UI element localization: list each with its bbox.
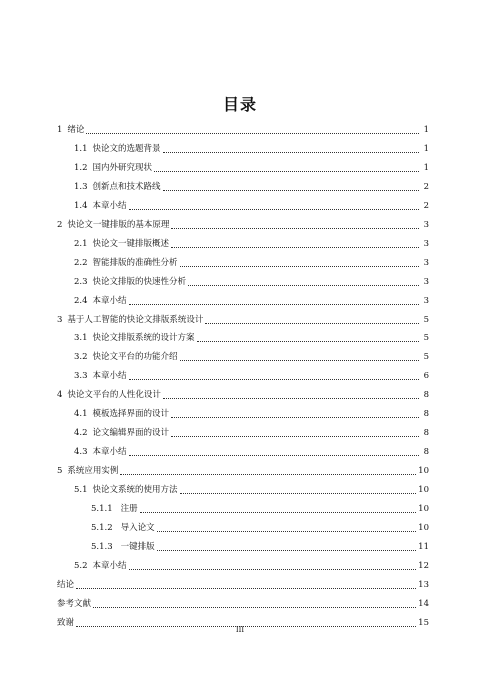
- toc-entry-label: 论文编辑界面的设计: [92, 428, 170, 439]
- toc-entry[interactable]: [57, 236, 429, 250]
- page-title: 目录: [222, 95, 257, 114]
- dot-leader: [129, 303, 419, 305]
- dot-leader: [163, 151, 419, 153]
- toc-entry-label: 本章小结: [92, 295, 127, 306]
- toc-entry-number: 3.3: [74, 371, 88, 382]
- toc-entry-page: 3: [423, 295, 429, 306]
- toc-entry[interactable]: [57, 463, 429, 477]
- toc-entry[interactable]: [57, 255, 429, 269]
- toc-entry-number: 5.2: [74, 560, 88, 571]
- toc-entry-number: 3.2: [74, 352, 88, 363]
- toc-entry[interactable]: [57, 539, 429, 553]
- toc-entry[interactable]: [57, 501, 429, 515]
- dot-leader: [157, 549, 417, 551]
- toc-entry-page: 2: [423, 200, 429, 211]
- toc-entry-number: 2.4: [74, 295, 88, 306]
- toc-entry[interactable]: [57, 406, 429, 420]
- toc-entry-page: 10: [418, 485, 429, 496]
- toc-entry-page: 14: [418, 598, 429, 609]
- toc-entry[interactable]: [57, 596, 429, 610]
- dot-leader: [129, 454, 419, 456]
- toc-entry-page: 3: [423, 219, 429, 230]
- dot-leader: [171, 416, 419, 418]
- toc-entry-label: 快论文平台的人性化设计: [67, 390, 161, 401]
- toc-entry-page: 8: [423, 447, 429, 458]
- toc-entry[interactable]: [57, 217, 429, 231]
- toc-entry-number: 1: [57, 125, 63, 135]
- toc-entry[interactable]: [57, 349, 429, 363]
- dot-leader: [140, 511, 417, 513]
- toc-entry-number: 2: [57, 219, 63, 230]
- toc-entry-page: 10: [418, 522, 429, 533]
- dot-leader: [205, 322, 419, 324]
- dot-leader: [129, 208, 419, 210]
- toc-entry-label: 创新点和技术路线: [92, 181, 161, 192]
- toc-entry-page: 2: [423, 181, 429, 192]
- toc-entry-page: 3: [423, 238, 429, 249]
- toc-entry-number: 1.1: [74, 143, 88, 154]
- dot-leader: [180, 359, 419, 361]
- toc-entry[interactable]: [57, 312, 429, 326]
- toc-entry-number: 4: [57, 390, 63, 401]
- toc-entry[interactable]: [57, 425, 429, 439]
- toc-entry-label: 国内外研究现状: [92, 162, 153, 173]
- toc-entry-label: 本章小结: [92, 447, 127, 458]
- toc-entry-page: 5: [423, 352, 429, 363]
- toc-entry-label: 智能排版的准确性分析: [92, 257, 178, 268]
- toc-entry-page: 10: [418, 504, 429, 514]
- dot-leader: [180, 492, 417, 494]
- toc-entry-label: 快论文平台的功能介绍: [92, 352, 178, 363]
- toc-entry-label: 快论文排版的快速性分析: [92, 276, 187, 287]
- toc-entry-label: 导入论文: [120, 522, 155, 533]
- toc-entry[interactable]: [57, 122, 429, 136]
- dot-leader: [197, 340, 419, 342]
- toc-entry-label: 致谢: [57, 617, 75, 628]
- toc-entry[interactable]: [57, 141, 429, 155]
- toc-entry-number: 5: [57, 466, 63, 477]
- toc-entry[interactable]: [57, 330, 429, 344]
- dot-leader: [129, 568, 417, 570]
- dot-leader: [93, 606, 416, 608]
- dot-leader: [129, 378, 419, 380]
- toc-entry-label: 一键排版: [120, 541, 155, 552]
- toc-entry-page: 1: [423, 143, 429, 154]
- toc-entry-label: 快论文的选题背景: [92, 143, 161, 154]
- dot-leader: [171, 246, 419, 248]
- toc-entry-label: 本章小结: [92, 371, 127, 382]
- toc-entry-page: 1: [423, 125, 429, 135]
- toc-entry-number: 5.1.3: [91, 541, 113, 552]
- toc-entry-number: 1.2: [74, 162, 88, 173]
- toc-entry-page: 3: [423, 276, 429, 287]
- toc-entry-page: 5: [423, 333, 429, 344]
- toc-entry-page: 8: [423, 428, 429, 439]
- toc-entry-page: 8: [423, 409, 429, 420]
- dot-leader: [120, 473, 416, 475]
- dot-leader: [86, 132, 419, 134]
- toc-entry-page: 10: [418, 466, 429, 477]
- toc-entry[interactable]: [57, 198, 429, 212]
- page-number-footer: III: [235, 626, 245, 634]
- toc-entry-label: 注册: [120, 504, 138, 514]
- toc-entry-number: 3.1: [74, 333, 88, 344]
- toc-entry-label: 基于人工智能的快论文排版系统设计: [67, 314, 204, 325]
- toc-entry-label: 快论文系统的使用方法: [92, 485, 178, 496]
- toc-entry-label: 快论文排版系统的设计方案: [92, 333, 195, 344]
- toc-entry-number: 5.1.2: [91, 522, 113, 533]
- toc-entry-page: 15: [418, 617, 429, 628]
- toc-entry[interactable]: [57, 520, 429, 534]
- toc-entry-number: 5.1: [74, 485, 88, 496]
- toc-entry[interactable]: [57, 558, 429, 572]
- toc-entry-label: 系统应用实例: [67, 466, 119, 477]
- toc-entry-page: 13: [418, 579, 429, 590]
- dot-leader: [171, 435, 419, 437]
- toc-entry-label: 模板选择界面的设计: [92, 409, 170, 420]
- toc-entry[interactable]: [57, 577, 429, 591]
- toc-entry-page: 11: [418, 541, 429, 552]
- toc-entry[interactable]: [57, 387, 429, 401]
- toc-entry[interactable]: [57, 444, 429, 458]
- toc-entry-page: 5: [423, 314, 429, 325]
- toc-entry-label: 结论: [57, 579, 75, 590]
- dot-leader: [180, 265, 419, 267]
- toc-entry-number: 2.1: [74, 238, 88, 249]
- toc-entry-page: 8: [423, 390, 429, 401]
- toc-entry-label: 本章小结: [92, 200, 127, 211]
- toc-entry-label: 快论文一键排版概述: [92, 238, 170, 249]
- toc-entry-label: 本章小结: [92, 560, 127, 571]
- toc-entry-number: 1.4: [74, 200, 88, 211]
- toc-entry-label: 参考文献: [57, 598, 92, 609]
- toc-entry-page: 3: [423, 257, 429, 268]
- toc-entry[interactable]: [57, 293, 429, 307]
- toc-entry[interactable]: [57, 274, 429, 288]
- dot-leader: [157, 530, 417, 532]
- dot-leader: [188, 284, 419, 286]
- dot-leader: [163, 397, 419, 399]
- toc-entry[interactable]: [57, 368, 429, 382]
- toc-entry[interactable]: [57, 179, 429, 193]
- dot-leader: [163, 189, 419, 191]
- toc-entry-label: 绪论: [67, 125, 85, 135]
- toc-entry[interactable]: [57, 160, 429, 174]
- toc-entry-number: 3: [57, 314, 63, 325]
- toc-entry-page: 12: [418, 560, 429, 571]
- dot-leader: [171, 227, 419, 229]
- toc-entry-number: 2.2: [74, 257, 88, 268]
- dot-leader: [76, 587, 416, 589]
- toc-entry-number: 5.1.1: [91, 504, 113, 514]
- toc-entry-number: 1.3: [74, 181, 88, 192]
- dot-leader: [154, 170, 419, 172]
- toc-entry-number: 2.3: [74, 276, 88, 287]
- toc-entry-page: 1: [423, 162, 429, 173]
- toc-entry-number: 4.1: [74, 409, 88, 420]
- toc-entry-number: 4.3: [74, 447, 88, 458]
- toc-entry[interactable]: [57, 482, 429, 496]
- toc-entry-page: 6: [423, 371, 429, 382]
- toc-entry-number: 4.2: [74, 428, 88, 439]
- toc-entry-label: 快论文一键排版的基本原理: [67, 219, 170, 230]
